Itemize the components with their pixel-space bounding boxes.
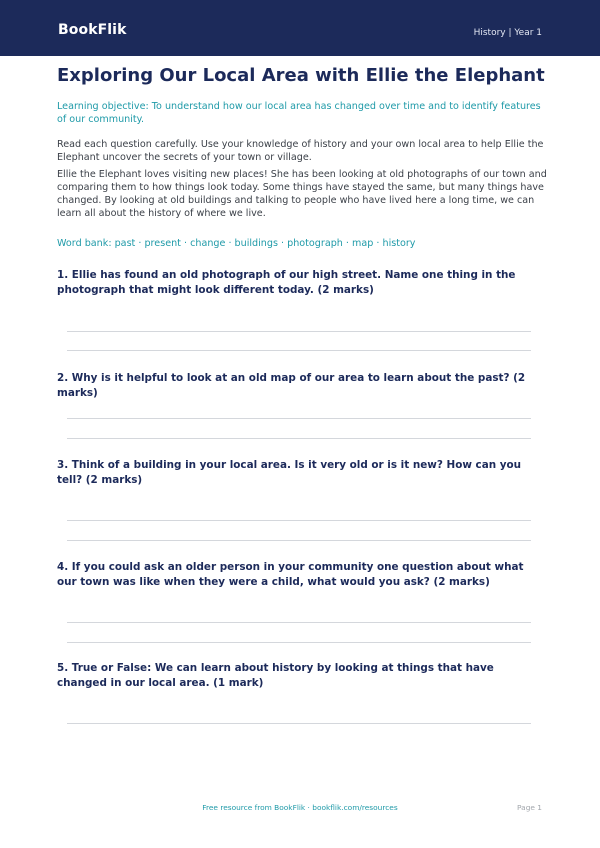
answer-line[interactable] bbox=[67, 520, 531, 521]
page-title: Exploring Our Local Area with Ellie the Elephant bbox=[57, 65, 545, 86]
question-2: 2. Why is it helpful to look at an old map of our area to learn about the past? (2 marks) bbox=[57, 372, 526, 399]
learning-objective: Learning objective: To understand how our local area has changed over time and to identify features of our community. bbox=[57, 101, 541, 125]
answer-line[interactable] bbox=[67, 418, 531, 419]
answer-line[interactable] bbox=[67, 350, 531, 351]
question-4: 4. If you could ask an older person in your community one question about what our town was like when they were a child, what would you ask? (2 marks) bbox=[57, 561, 524, 588]
answer-line[interactable] bbox=[67, 331, 531, 332]
answer-line[interactable] bbox=[67, 642, 531, 643]
word-bank: Word bank: past · present · change · buildings · photograph · map · history bbox=[57, 238, 416, 249]
answer-line[interactable] bbox=[67, 438, 531, 439]
story-paragraph: Ellie the Elephant loves visiting new places! She has been looking at old photographs of our town and comparing them to how things look today. Some things have stayed the same, but many things have changed. By looking at old buildings and talking to people who have lived here a long time, we can learn all about the history of where we live. bbox=[57, 169, 547, 219]
answer-line[interactable] bbox=[67, 622, 531, 623]
question-5: 5. True or False: We can learn about history by looking at things that have changed in our local area. (1 mark) bbox=[57, 662, 494, 689]
instructions: Read each question carefully. Use your knowledge of history and your own local area to help Ellie the Elephant uncover the secrets of your town or village. bbox=[57, 139, 544, 163]
brand-logo: BookFlik bbox=[58, 22, 127, 38]
answer-line[interactable] bbox=[67, 723, 531, 724]
answer-line[interactable] bbox=[67, 540, 531, 541]
question-1: 1. Ellie has found an old photograph of our high street. Name one thing in the photograph that might look different today. (2 marks) bbox=[57, 269, 516, 296]
question-3: 3. Think of a building in your local area. Is it very old or is it new? How can you tell? (2 marks) bbox=[57, 459, 522, 486]
header-bar bbox=[0, 0, 600, 56]
footer-text: Free resource from BookFlik · bookflik.com/resources bbox=[202, 803, 398, 812]
subject-year: History | Year 1 bbox=[473, 28, 542, 38]
page-number: Page 1 bbox=[517, 803, 542, 812]
